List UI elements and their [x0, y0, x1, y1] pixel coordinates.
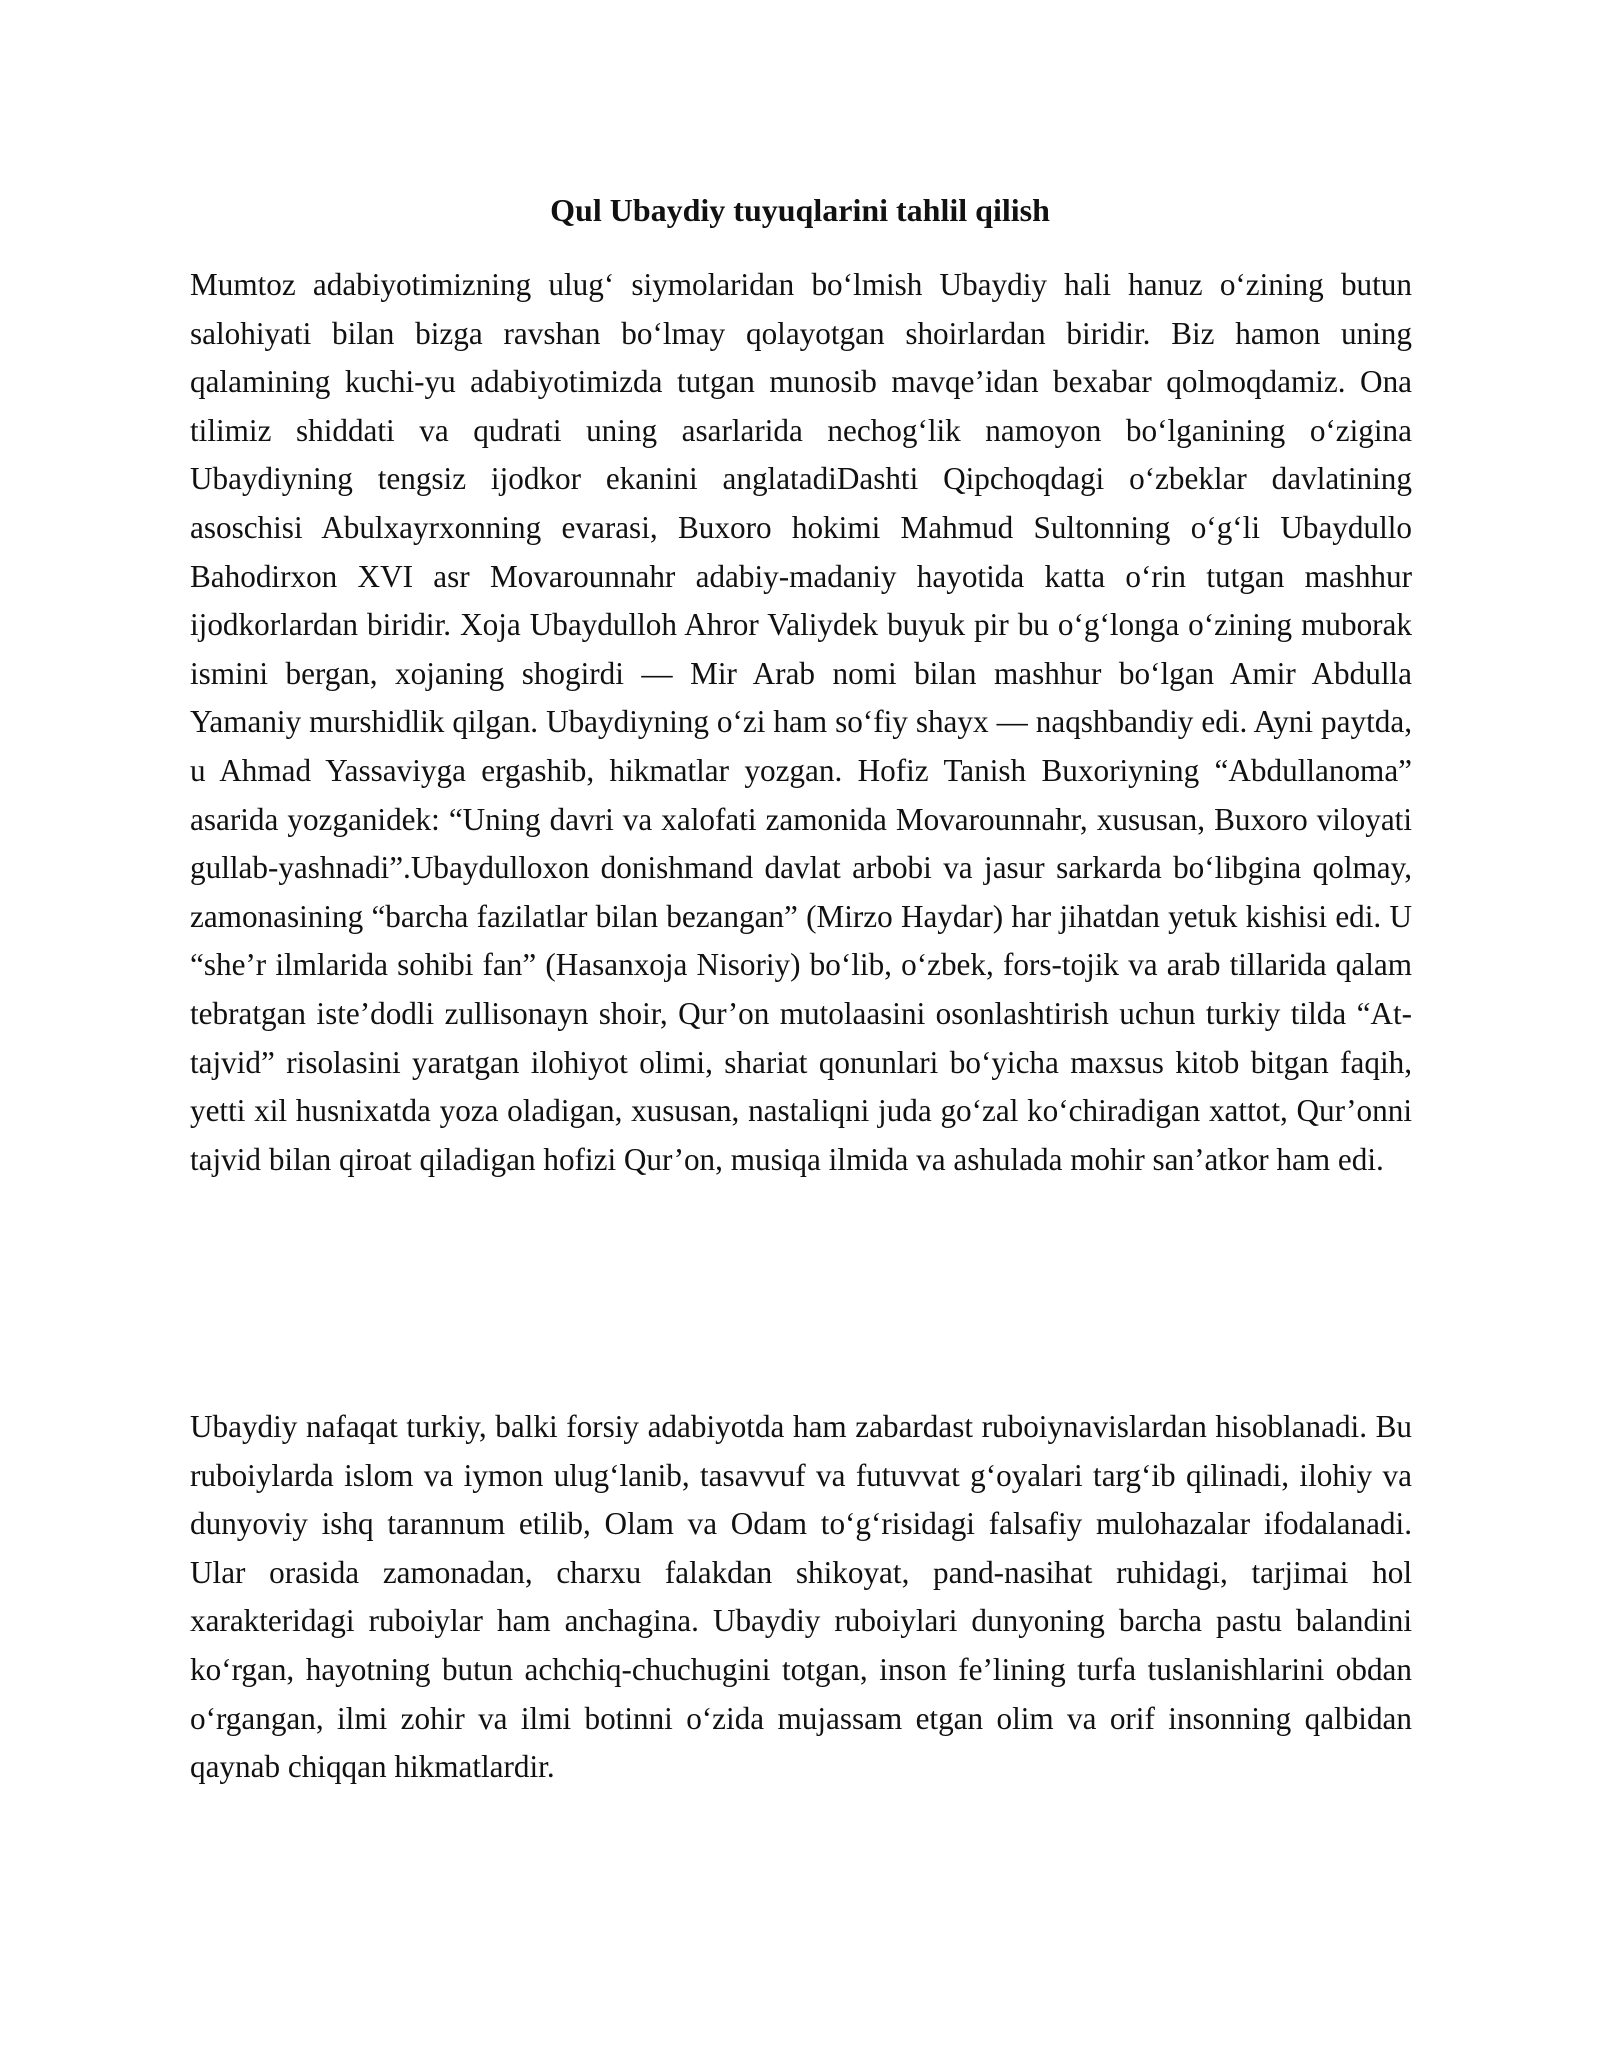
- document-title: Qul Ubaydiy tuyuqlarini tahlil qilish: [550, 192, 1050, 228]
- paragraph-1: Mumtoz adabiyotimizning ulug‘ siymolaridan bo‘lmish Ubaydiy hali hanuz o‘zining butun salohiyati bilan bizga ravshan bo‘lmay qolayotgan shoirlardan biridir. Biz hamon uning qalamining kuchi-yu adabiyotimizda tutgan munosib mavqe’idan bexabar qolmoqdamiz. Ona tilimiz shiddati va qudrati uning asarlarida nechog‘lik namoyon bo‘lganining o‘zigina Ubaydiyning tengsiz ijodkor ekanini anglatadiDashti Qipchoqdagi o‘zbeklar davlatining asoschisi Abulxayrxonning evarasi, Buxoro hokimi Mahmud Sultonning o‘g‘li Ubaydullo Bahodirxon XVI asr Movarounnahr adabiy-madaniy hayotida katta o‘rin tutgan mashhur ijodkorlardan biridir. Xoja Ubaydulloh Ahror Valiydek buyuk pir bu o‘g‘longa o‘zining muborak ismini bergan, xojaning shogirdi — Mir Arab nomi bilan mashhur bo‘lgan Amir Abdulla Yamaniy murshidlik qilgan. Ubaydiyning o‘zi ham so‘fiy shayx — naqshbandiy edi. Ayni paytda, u Ahmad Yassaviyga ergashib, hikmatlar yozgan. Hofiz Tanish Buxoriyning “Abdullanoma” asarida yozganidek: “Uning davri va xalofati zamonida Movarounnahr, xususan, Buxoro viloyati gullab-yashnadi”.Ubaydulloxon donishmand davlat arbobi va jasur sarkarda bo‘libgina qolmay, zamonasining “barcha fazilatlar bilan bezangan” (Mirzo Haydar) har jihatdan yetuk kishisi edi. U “she’r ilmlarida sohibi fan” (Hasanxoja Nisoriy) bo‘lib, o‘zbek, fors-tojik va arab tillarida qalam tebratgan iste’dodli zullisonayn shoir, Qur’on mutolaasini osonlashtirish uchun turkiy tilda “At-tajvid” risolasini yaratgan ilohiyot olimi, shariat qonunlari bo‘yicha maxsus kitob bitgan faqih, yetti xil husnixatda yoza oladigan, xususan, nastaliqni juda go‘zal ko‘chiradigan xattot, Qur’onni tajvid bilan qiroat qiladigan hofizi Qur’on, musiqa ilmida va ashulada mohir san’atkor ham edi.: [190, 267, 1412, 1177]
- paragraph-2: Ubaydiy nafaqat turkiy, balki forsiy adabiyotda ham zabardast ruboiynavislardan hisoblanadi. Bu ruboiylarda islom va iymon ulug‘lanib, tasavvuf va futuvvat g‘oyalari targ‘ib qilinadi, ilohiy va dunyoviy ishq tarannum etilib, Olam va Odam to‘g‘risidagi falsafiy mulohazalar ifodalanadi. Ular orasida zamonadan, charxu falakdan shikoyat, pand-nasihat ruhidagi, tarjimai hol xarakteridagi ruboiylar ham anchagina. Ubaydiy ruboiylari dunyoning barcha pastu balandini ko‘rgan, hayotning butun achchiq-chuchugini totgan, inson fe’lining turfa tuslanishlarini obdan o‘rgangan, ilmi zohir va ilmi botinni o‘zida mujassam etgan olim va orif insonning qalbidan qaynab chiqqan hikmatlardir.: [190, 1409, 1412, 1785]
